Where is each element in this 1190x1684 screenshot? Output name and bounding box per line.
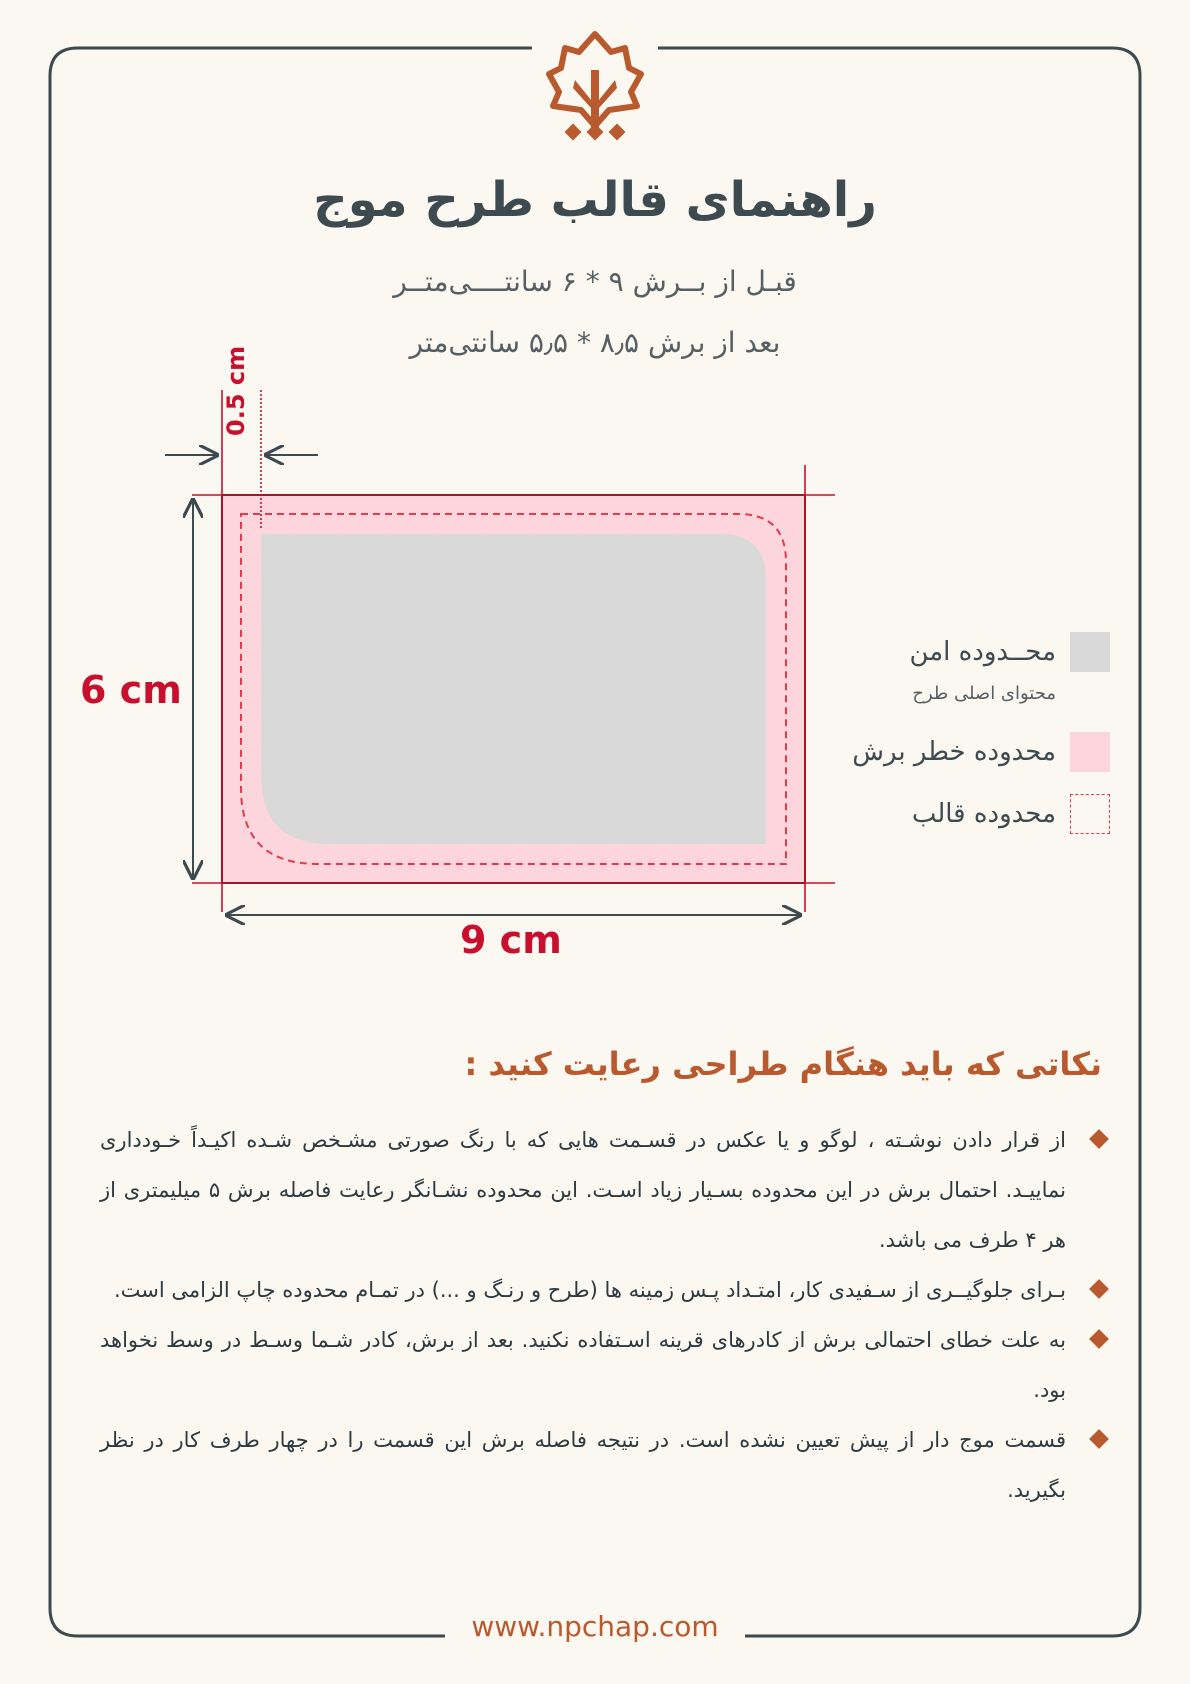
tip-text: به علت خطای احتمالی برش از کادرهای قرینه اسـتفاده نکنید. بعد از برش، کادر شـما وسـط در وسط نخواهد بود.	[100, 1328, 1066, 1402]
safe-area	[261, 534, 766, 844]
legend-bleed-label: محدوده خطر برش	[852, 737, 1056, 767]
tip-item	[100, 1265, 1110, 1315]
size-before-cut: قبـل از بــرش ۹ * ۶ سانتــــی‌متــر	[393, 265, 797, 298]
legend-safe-sublabel: محتوای اصلی طرح	[912, 683, 1056, 704]
diamond-bullet-icon	[1089, 1129, 1109, 1149]
legend-safe-area	[909, 632, 1110, 672]
tip-item	[100, 1315, 1110, 1415]
diamond-bullet-icon	[1089, 1279, 1109, 1299]
legend-safe-label: محــدوده امن	[909, 637, 1056, 667]
tip-item	[100, 1415, 1110, 1515]
legend-template-frame	[912, 794, 1110, 834]
frame-swatch	[1070, 794, 1110, 834]
legend-bleed-area	[852, 732, 1110, 772]
height-dimension-label: 6 cm	[80, 668, 182, 712]
cut-margin-label: 0.5 cm	[222, 345, 250, 436]
tips-list	[100, 1115, 1110, 1515]
maple-leaf-logo-icon	[545, 30, 645, 142]
tips-heading: نکاتی که باید هنگام طراحی رعایت کنید :	[464, 1045, 1102, 1083]
tip-item	[100, 1115, 1110, 1265]
width-dimension-label: 9 cm	[460, 918, 562, 962]
tip-text: قسمت موج دار از پیش تعیین نشده است. در نتیجه فاصله برش این قسمت را در چهار طرف کار در نظر بگیرید.	[100, 1428, 1066, 1502]
diamond-bullet-icon	[1089, 1329, 1109, 1349]
website-url: www.npchap.com	[471, 1610, 719, 1643]
diamond-bullet-icon	[1089, 1429, 1109, 1449]
tip-text: بـرای جلوگیــری از سـفیدی کار، امتـداد پـس زمینه ها (طرح و رنـگ و ...) در تمـام محدوده چاپ الزامی است.	[113, 1278, 1066, 1302]
safe-swatch	[1070, 632, 1110, 672]
size-after-cut: بعد از برش ۸٫۵ * ۵٫۵ سانتی‌متر	[409, 326, 781, 359]
page-title: راهنمای قالب طرح موج	[313, 172, 877, 228]
tip-text: از قرار دادن نوشـته ، لوگو و یا عکس در قسـمت هایی که با رنگ صورتی مشـخص شـده اکیـداً خـودداری نماییـد. احتمال برش در این محدوده بسـیار زیاد اسـت. این محدوده نشـانگر رعایت فاصله برش ۵ میلیمتری از هر ۴ طرف می باشد.	[100, 1128, 1066, 1252]
bleed-swatch	[1070, 732, 1110, 772]
legend-frame-label: محدوده قالب	[911, 799, 1056, 829]
